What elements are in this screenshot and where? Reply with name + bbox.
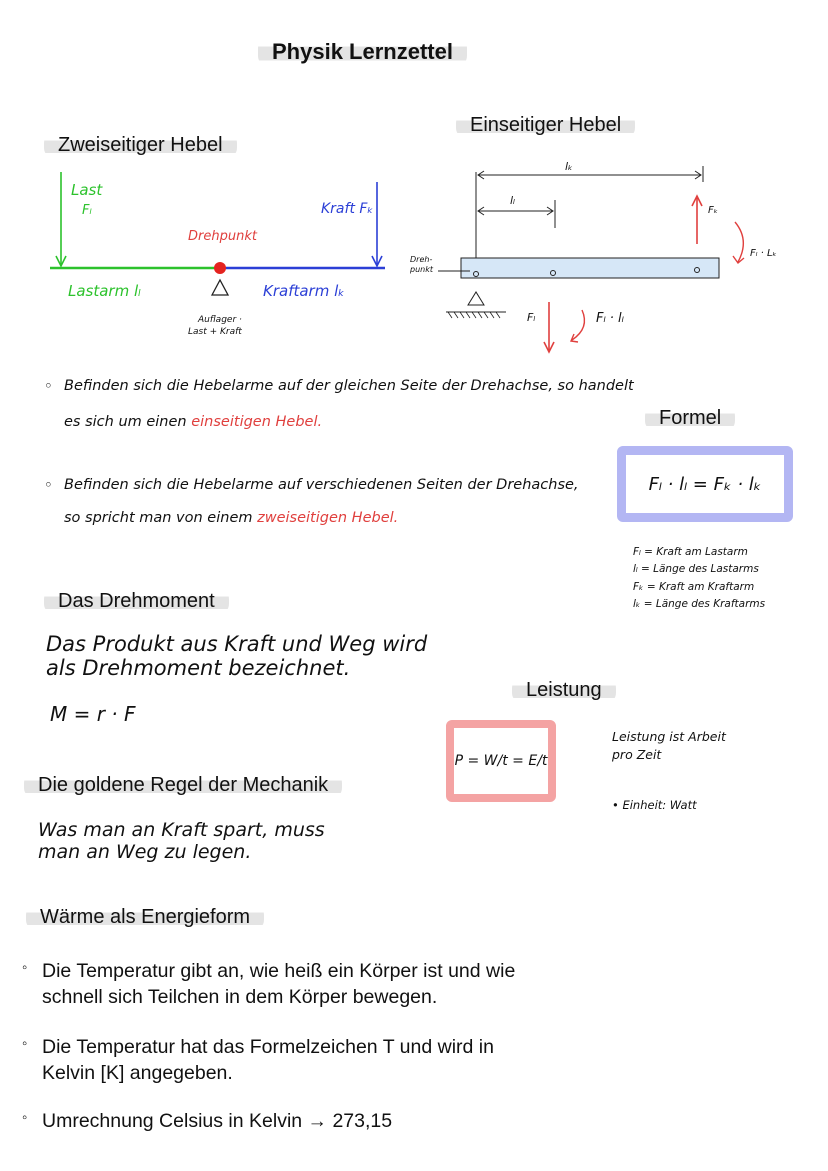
- fk-label: Fₖ: [708, 205, 719, 216]
- fl-label: Fₗ: [82, 203, 92, 218]
- waerme-bullet-2-line1: ◦ Die Temperatur hat das Formelzeichen T und wird in: [42, 1036, 494, 1058]
- lastarm-label: Lastarm lₗ: [68, 282, 141, 300]
- waerme-bullet-2: [42, 1034, 602, 1087]
- drehmoment-line1: Das Produkt aus Kraft und Weg wird: [46, 632, 428, 656]
- punkt-label: punkt: [410, 265, 433, 274]
- note-one-sided-line2: [64, 414, 322, 431]
- goldene-regel-line1: Was man an Kraft spart, muss: [38, 819, 325, 841]
- leistung-heading: Leistung: [512, 678, 616, 703]
- ll-dimension-label: lₗ: [510, 194, 515, 207]
- waerme-bullet-2-line2: Kelvin [K] angegeben.: [42, 1062, 233, 1085]
- drehmoment-heading: Das Drehmoment: [44, 589, 229, 614]
- legend-item: lₖ = Länge des Kraftarms: [633, 597, 766, 610]
- waerme-bullet-1: [42, 958, 602, 1011]
- leistung-definition-line1: Leistung ist Arbeit: [612, 729, 726, 744]
- two-sided-lever-heading: Zweiseitiger Hebel: [44, 133, 237, 158]
- drehmoment-line2: als Drehmoment bezeichnet.: [46, 656, 351, 681]
- auflager-label: Auflager ·: [198, 315, 242, 325]
- leistung-definition-line2: pro Zeit: [612, 746, 662, 762]
- last-label: Last: [71, 181, 103, 199]
- fl-force-label: Fₗ: [527, 311, 536, 324]
- goldene-regel-text: [38, 820, 325, 864]
- lever-formula-box: [617, 446, 793, 522]
- leistung-formula: P = W/t = E/t: [454, 753, 548, 769]
- waerme-bullet-1-line1: ◦ Die Temperatur gibt an, wie heiß ein Körper ist und wie: [42, 960, 516, 982]
- formula-legend: [633, 544, 765, 613]
- page-title: Physik Lernzettel: [258, 38, 467, 66]
- leistung-einheit: • Einheit: Watt: [612, 798, 697, 812]
- legend-item: Fₗ = Kraft am Lastarm: [633, 546, 748, 558]
- drehmoment-text: [46, 632, 427, 680]
- one-sided-lever-heading: Einseitiger Hebel: [456, 113, 635, 138]
- legend-item: lₗ = Länge des Lastarms: [633, 563, 759, 576]
- kraft-label: Kraft Fₖ: [321, 201, 374, 217]
- leistung-formula-box: [446, 720, 556, 802]
- drehmoment-formula: M = r · F: [50, 702, 136, 726]
- lever-formula: Fₗ · lₗ = Fₖ · lₖ: [648, 473, 762, 495]
- formel-heading: Formel: [645, 406, 735, 431]
- last-kraft-label: Last + Kraft: [188, 327, 242, 337]
- goldene-regel-heading: Die goldene Regel der Mechanik: [24, 773, 342, 798]
- legend-item: Fₖ = Kraft am Kraftarm: [633, 580, 755, 593]
- note-one-sided-text: es sich um einen: [64, 414, 187, 430]
- note-one-sided-term: einseitigen Hebel.: [191, 414, 323, 430]
- goldene-regel-line2: man an Weg zu legen.: [38, 840, 252, 863]
- waerme-bullet-1-line2: schnell sich Teilchen in dem Körper bewegen.: [42, 986, 438, 1009]
- waerme-heading: Wärme als Energieform: [26, 905, 264, 930]
- note-two-sided-term: zweiseitigen Hebel.: [257, 510, 399, 526]
- note-two-sided-text: so spricht man von einem: [64, 510, 253, 526]
- note-two-sided-line1: ◦ Befinden sich die Hebelarme auf verschiedenen Seiten der Drehachse,: [64, 477, 579, 494]
- waerme-bullet-3: ◦ Umrechnung Celsius in Kelvin → 273,15: [42, 1108, 602, 1134]
- drehpunkt-label: Drehpunkt: [188, 229, 257, 244]
- leistung-definition: [612, 728, 726, 763]
- fl-lk-label: Fₗ · Lₖ: [750, 248, 777, 259]
- fl-ll-label: Fₗ · lₗ: [596, 311, 624, 326]
- dreh-label: Dreh-: [410, 255, 433, 264]
- note-one-sided-line1: ◦ Befinden sich die Hebelarme auf der gleichen Seite der Drehachse, so handelt: [64, 378, 634, 395]
- lk-dimension-label: lₖ: [565, 160, 573, 173]
- leistung-einheit-text: Einheit: Watt: [622, 798, 697, 812]
- note-two-sided-line2: [64, 510, 398, 527]
- kraftarm-label: Kraftarm lₖ: [263, 282, 345, 300]
